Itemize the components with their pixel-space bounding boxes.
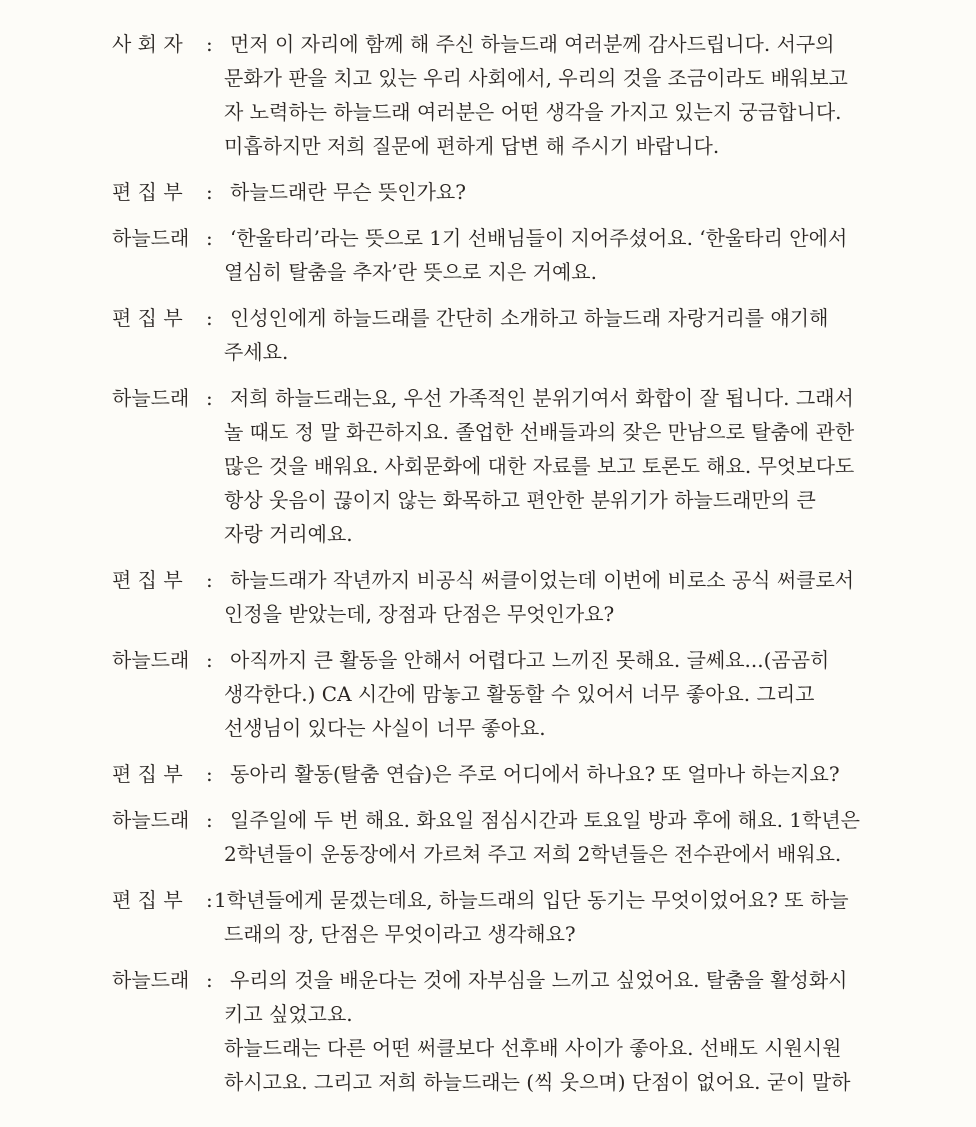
speaker-name: 편 집 부 [112, 888, 183, 912]
speaker-colon: : [206, 762, 213, 786]
speaker-name: 편 집 부 [112, 762, 183, 786]
speaker-name: 사 회 자 [112, 32, 183, 56]
dialogue-text [224, 301, 914, 369]
dialogue-line: 저희 하늘드래는요, 우선 가족적인 분위기여서 화합이 잘 됩니다. 그래서 [230, 386, 854, 410]
speaker-colon: : [206, 180, 213, 204]
dialogue-line: 자 노력하는 하늘드래 여러분은 어떤 생각을 가지고 있는지 궁금합니다. [224, 100, 842, 124]
dialogue-text [224, 757, 914, 791]
speaker-colon: : [206, 32, 213, 56]
dialogue-entry [0, 963, 976, 1099]
speaker-name: 하늘드래 [112, 386, 190, 410]
dialogue-line: ‘한울타리’라는 뜻으로 1기 선배님들이 지어주셨어요. ‘한울타리 안에서 [230, 226, 848, 250]
speaker-colon: : [206, 568, 213, 592]
speaker-label [112, 27, 224, 61]
speaker-label [112, 963, 224, 997]
dialogue-text [214, 883, 914, 951]
speaker-label [112, 883, 224, 917]
dialogue-entry [0, 563, 976, 631]
dialogue-line: 자랑 거리예요. [224, 522, 353, 546]
speaker-colon: : [206, 968, 213, 992]
dialogue-line: 주세요. [224, 340, 289, 364]
dialogue-line: 생각한다.) CA 시간에 맘놓고 활동할 수 있어서 너무 좋아요. 그리고 [224, 682, 815, 706]
dialogue-entry [0, 27, 976, 163]
speaker-name: 편 집 부 [112, 306, 183, 330]
speaker-name: 편 집 부 [112, 568, 183, 592]
speaker-colon: : [206, 226, 213, 250]
dialogue-line: 1학년들에게 묻겠는데요, 하늘드래의 입단 동기는 무엇이었어요? 또 하늘 [214, 888, 849, 912]
dialogue-entry [0, 757, 976, 791]
dialogue-entry [0, 643, 976, 745]
dialogue-line: 놀 때도 정 말 화끈하지요. 졸업한 선배들과의 잦은 만남으로 탈춤에 관한 [224, 420, 855, 444]
dialogue-text [224, 381, 914, 551]
speaker-label [112, 381, 224, 415]
dialogue-entry [0, 803, 976, 871]
dialogue-entry [0, 381, 976, 551]
dialogue-line: 드래의 장, 단점은 무엇이라고 생각해요? [224, 922, 576, 946]
speaker-name: 편 집 부 [112, 180, 183, 204]
speaker-name: 하늘드래 [112, 808, 190, 832]
dialogue-line: 동아리 활동(탈춤 연습)은 주로 어디에서 하나요? 또 얼마나 하는지요? [230, 762, 840, 786]
dialogue-line: 2학년들이 운동장에서 가르쳐 주고 저희 2학년들은 전수관에서 배워요. [224, 842, 842, 866]
dialogue-line: 하늘드래란 무슨 뜻인가요? [230, 180, 466, 204]
speaker-name: 하늘드래 [112, 968, 190, 992]
dialogue-text [224, 175, 914, 209]
speaker-label [112, 221, 224, 255]
dialogue-line: 아직까지 큰 활동을 안해서 어렵다고 느끼진 못해요. 글쎄요...(곰곰히 [230, 648, 830, 672]
dialogue-line: 많은 것을 배워요. 사회문화에 대한 자료를 보고 토론도 해요. 무엇보다도 [224, 454, 855, 478]
dialogue-line: 먼저 이 자리에 함께 해 주신 하늘드래 여러분께 감사드립니다. 서구의 [230, 32, 835, 56]
speaker-colon: : [206, 648, 213, 672]
dialogue-entry [0, 221, 976, 289]
dialogue-line: 키고 싶었고요. [224, 1002, 353, 1026]
dialogue-line: 하시고요. 그리고 저희 하늘드래는 (씩 웃으며) 단점이 없어요. 굳이 말하 [224, 1070, 851, 1094]
dialogue-line: 우리의 것을 배운다는 것에 자부심을 느끼고 싶었어요. 탈춤을 활성화시 [230, 968, 848, 992]
dialogue-text [224, 963, 914, 1099]
dialogue-entry [0, 301, 976, 369]
dialogue-text [224, 563, 914, 631]
dialogue-text [224, 27, 914, 163]
dialogue-text [224, 221, 914, 289]
dialogue-line: 선생님이 있다는 사실이 너무 좋아요. [224, 716, 546, 740]
speaker-label [112, 301, 224, 335]
dialogue-line: 인성인에게 하늘드래를 간단히 소개하고 하늘드래 자랑거리를 얘기해 [230, 306, 829, 330]
dialogue-text [224, 643, 914, 745]
speaker-colon: : [206, 386, 213, 410]
speaker-colon: : [206, 888, 213, 912]
speaker-label [112, 563, 224, 597]
speaker-name: 하늘드래 [112, 226, 190, 250]
speaker-colon: : [206, 306, 213, 330]
speaker-name: 하늘드래 [112, 648, 190, 672]
dialogue-line: 인정을 받았는데, 장점과 단점은 무엇인가요? [224, 602, 615, 626]
dialogue-line: 일주일에 두 번 해요. 화요일 점심시간과 토요일 방과 후에 해요. 1학년은 [230, 808, 860, 832]
dialogue-entry [0, 883, 976, 951]
dialogue-line: 하늘드래가 작년까지 비공식 써클이었는데 이번에 비로소 공식 써클로서 [230, 568, 855, 592]
speaker-colon: : [206, 808, 213, 832]
dialogue-line: 미흡하지만 저희 질문에 편하게 답변 해 주시기 바랍니다. [224, 134, 720, 158]
dialogue-line: 문화가 판을 치고 있는 우리 사회에서, 우리의 것을 조금이라도 배워보고 [224, 66, 848, 90]
dialogue-text [224, 803, 914, 871]
dialogue-line: 항상 웃음이 끊이지 않는 화목하고 편안한 분위기가 하늘드래만의 큰 [224, 488, 816, 512]
dialogue-entry [0, 175, 976, 209]
speaker-label [112, 175, 224, 209]
speaker-label [112, 757, 224, 791]
dialogue-line: 하늘드래는 다른 어떤 써클보다 선후배 사이가 좋아요. 선배도 시원시원 [224, 1036, 842, 1060]
dialogue-line: 열심히 탈춤을 추자’란 뜻으로 지은 거예요. [224, 260, 597, 284]
speaker-label [112, 803, 224, 837]
speaker-label [112, 643, 224, 677]
